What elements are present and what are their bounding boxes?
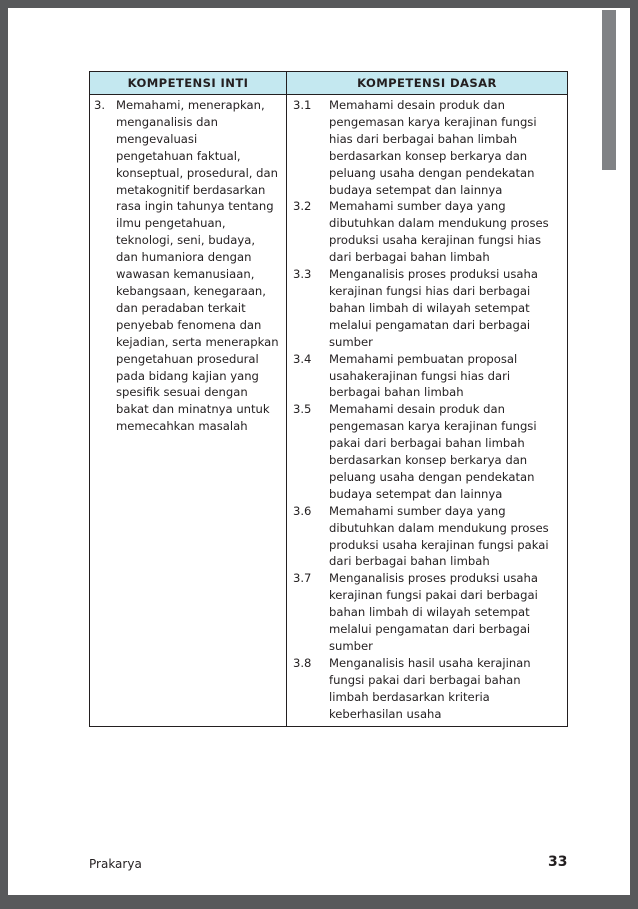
ki-line: menganalisis dan (116, 114, 218, 129)
ki-cell (90, 95, 287, 727)
kd-number: 3.7 (293, 571, 312, 586)
ki-line: dan peradaban terkait (116, 300, 246, 315)
kd-item (287, 97, 567, 198)
header-kompetensi-inti: KOMPETENSI INTI (90, 72, 287, 95)
kd-line: Memahami desain produk dan (329, 98, 505, 112)
kd-item (287, 351, 567, 402)
ki-line: dan humaniora dengan (116, 250, 252, 265)
kd-list (287, 97, 567, 723)
kd-line: melalui pengamatan dari berbagai (329, 622, 531, 637)
ki-line: wawasan kemanusiaan, (116, 267, 255, 282)
footer-page-number: 33 (548, 854, 568, 870)
chapter-side-tab (602, 10, 616, 170)
ki-line: penyebab fenomena dan (116, 317, 262, 332)
table-header-row (90, 72, 568, 95)
kd-line: Memahami sumber daya yang (329, 199, 506, 214)
ki-line: metakognitif berdasarkan (116, 182, 266, 197)
kd-item (287, 503, 567, 571)
competency-table (89, 71, 568, 727)
kd-item (287, 655, 567, 723)
kd-item (287, 570, 567, 655)
kd-line: pengemasan karya kerajinan fungsi (329, 114, 537, 129)
page-frame-right (630, 0, 638, 909)
ki-line: memecahkan masalah (116, 419, 248, 434)
ki-line: bakat dan minatnya untuk (116, 402, 270, 417)
kd-line: produksi usaha kerajinan fungsi pakai (329, 537, 549, 552)
kd-line: berdasarkan konsep berkarya dan (329, 148, 528, 163)
kd-line: berbagai bahan limbah (329, 385, 464, 400)
kd-line: keberhasilan usaha (329, 706, 442, 721)
kd-text (329, 503, 549, 571)
kd-text (329, 655, 531, 723)
kd-number: 3.1 (293, 98, 312, 112)
kd-line: Menganalisis proses produksi usaha (329, 267, 538, 282)
footer-book-title: Prakarya (89, 857, 142, 871)
kd-line: melalui pengamatan dari berbagai (329, 317, 531, 332)
ki-line: pengetahuan prosedural (116, 351, 259, 366)
ki-line: pengetahuan faktual, (116, 148, 241, 163)
kd-number: 3.2 (293, 199, 312, 214)
kd-line: bahan limbah di wilayah setempat (329, 605, 530, 620)
page-frame-bottom (0, 895, 638, 909)
kd-line: bahan limbah di wilayah setempat (329, 300, 530, 315)
ki-line: konseptual, prosedural, dan (116, 165, 278, 180)
kd-item (287, 401, 567, 502)
ki-line: mengevaluasi (116, 131, 198, 146)
kd-line: peluang usaha dengan pendekatan (329, 165, 535, 180)
kd-line: Menganalisis hasil usaha kerajinan (329, 655, 531, 670)
kd-line: dibutuhkan dalam mendukung proses (329, 216, 549, 231)
kd-text (329, 351, 517, 402)
kd-line: usahakerajinan fungsi hias dari (329, 368, 511, 383)
kd-line: kerajinan fungsi pakai dari berbagai (329, 588, 538, 603)
ki-line: teknologi, seni, budaya, (116, 233, 256, 248)
ki-text (116, 97, 279, 435)
kd-text (329, 198, 549, 266)
kd-line: Memahami sumber daya yang (329, 503, 506, 518)
kd-line: dari berbagai bahan limbah (329, 250, 490, 265)
page-frame-top (0, 0, 638, 8)
kd-item (287, 266, 567, 351)
kd-line: pengemasan karya kerajinan fungsi (329, 419, 537, 434)
kd-line: berdasarkan konsep berkarya dan (329, 453, 528, 468)
ki-line: rasa ingin tahunya tentang (116, 199, 274, 214)
kd-line: peluang usaha dengan pendekatan (329, 469, 535, 484)
kd-line: produksi usaha kerajinan fungsi hias (329, 233, 541, 248)
kd-line: Memahami pembuatan proposal (329, 351, 518, 366)
kd-number: 3.3 (293, 267, 312, 282)
kd-text (329, 401, 537, 502)
kd-line: dari berbagai bahan limbah (329, 554, 490, 569)
kd-text (329, 266, 538, 351)
kd-line: limbah berdasarkan kriteria (329, 689, 490, 704)
ki-line: Memahami, menerapkan, (116, 98, 265, 112)
header-kompetensi-dasar: KOMPETENSI DASAR (287, 72, 568, 95)
ki-item (90, 97, 286, 435)
kd-number: 3.8 (293, 655, 312, 670)
kd-item (287, 198, 567, 266)
kd-line: pakai dari berbagai bahan limbah (329, 436, 525, 451)
kd-number: 3.5 (293, 402, 312, 417)
ki-line: kebangsaan, kenegaraan, (116, 283, 266, 298)
kd-line: budaya setempat dan lainnya (329, 182, 503, 197)
kd-line: Memahami desain produk dan (329, 402, 505, 417)
kd-line: fungsi pakai dari berbagai bahan (329, 672, 521, 687)
ki-number: 3. (94, 98, 106, 112)
page-frame-left (0, 0, 8, 909)
table-row (90, 95, 568, 727)
ki-line: pada bidang kajian yang (116, 368, 259, 383)
kd-line: Menganalisis proses produksi usaha (329, 571, 538, 586)
ki-line: ilmu pengetahuan, (116, 216, 226, 231)
kd-line: kerajinan fungsi hias dari berbagai (329, 283, 531, 298)
kd-text (329, 97, 537, 198)
kd-number: 3.4 (293, 351, 312, 366)
ki-line: spesifik sesuai dengan (116, 385, 248, 400)
kd-number: 3.6 (293, 503, 312, 518)
ki-line: kejadian, serta menerapkan (116, 334, 279, 349)
kd-line: hias dari berbagai bahan limbah (329, 131, 518, 146)
kd-line: sumber (329, 639, 373, 653)
kd-cell (287, 95, 568, 727)
kd-line: budaya setempat dan lainnya (329, 486, 503, 501)
kd-line: sumber (329, 334, 373, 349)
kd-line: dibutuhkan dalam mendukung proses (329, 520, 549, 535)
kd-text (329, 570, 538, 655)
